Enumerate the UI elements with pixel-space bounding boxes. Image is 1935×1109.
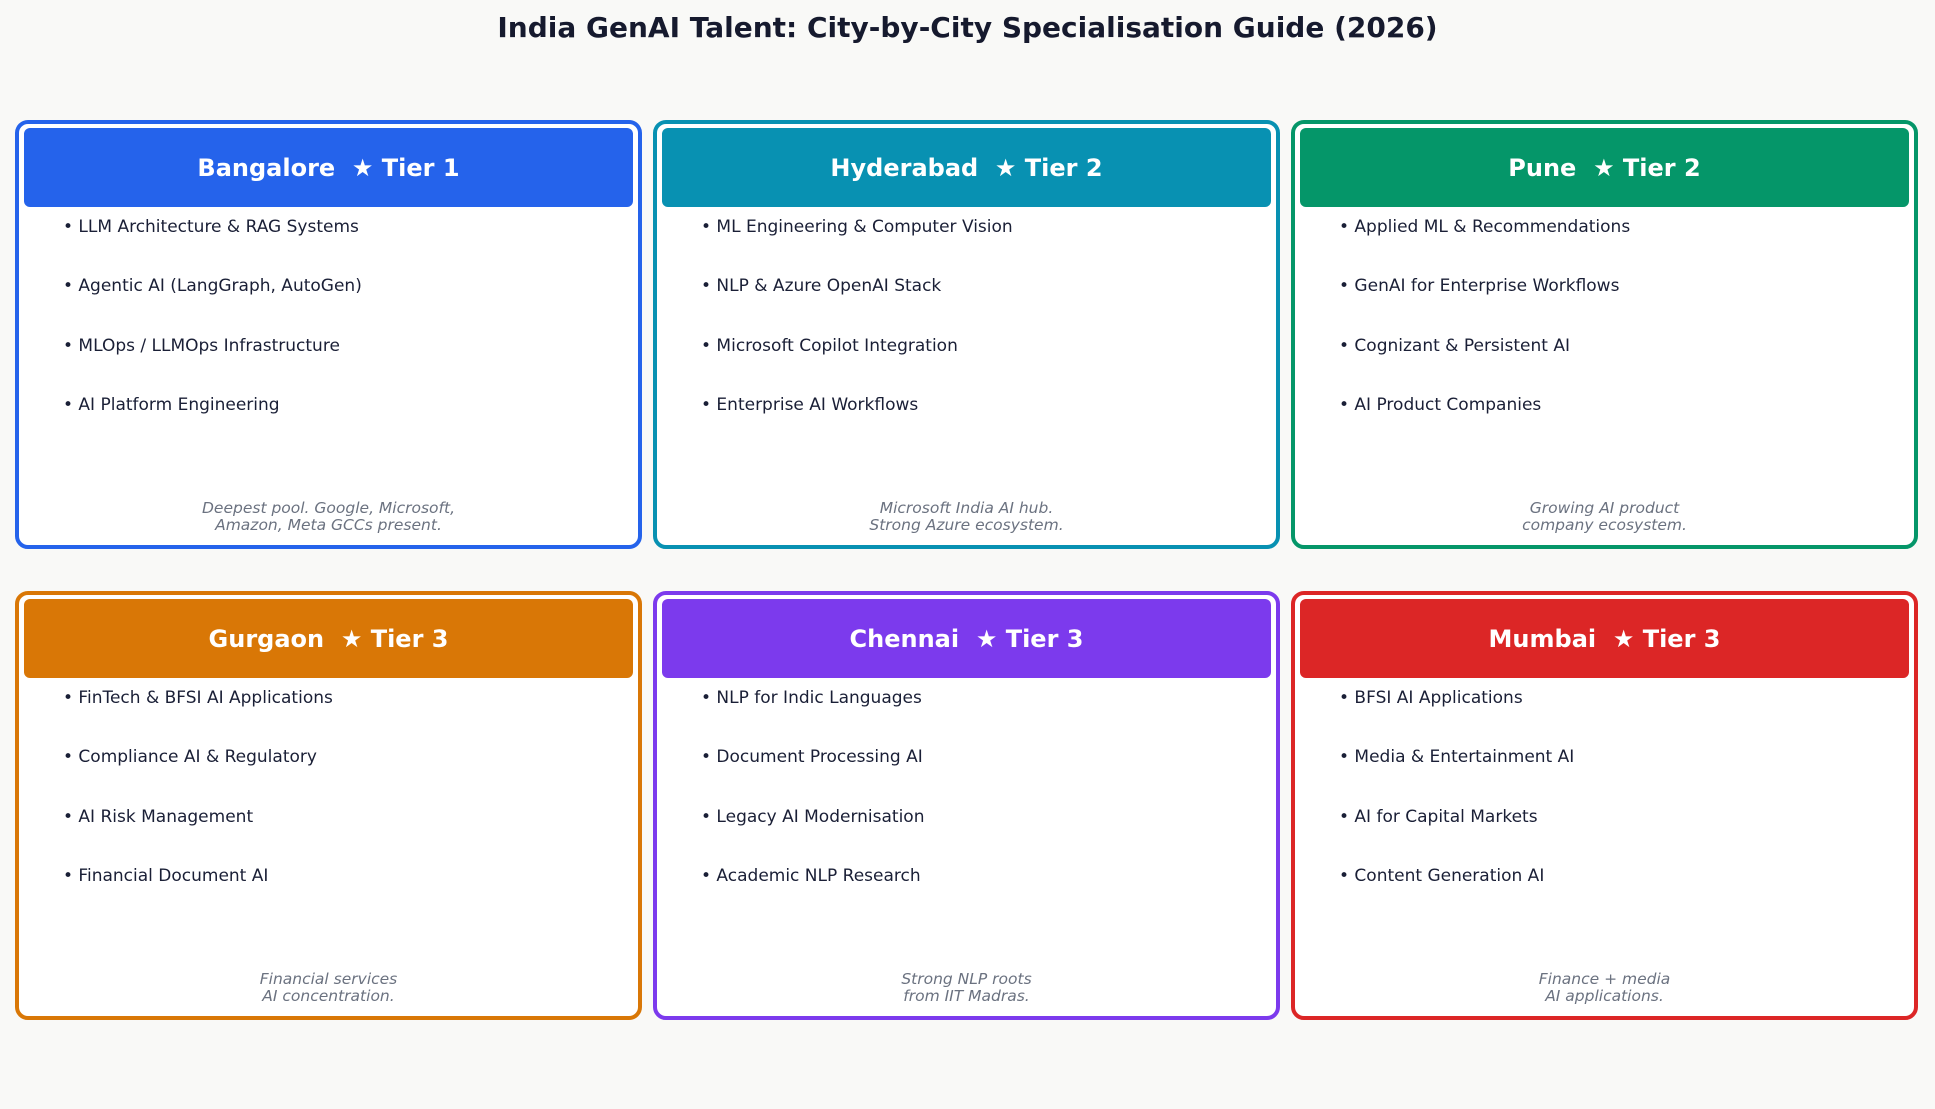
card-header xyxy=(24,128,633,207)
list-item: • FinTech & BFSI AI Applications xyxy=(63,688,333,708)
list-item: • AI Risk Management xyxy=(63,806,254,827)
page-title: India GenAI Talent: City-by-City Specialisation Guide (2026) xyxy=(497,11,1438,44)
list-item: • LLM Architecture & RAG Systems xyxy=(63,217,359,237)
card-header xyxy=(1300,599,1909,678)
list-item: • Media & Entertainment AI xyxy=(1339,747,1575,768)
city-name: Mumbai xyxy=(1488,624,1597,653)
specialisation-list xyxy=(63,688,333,925)
card-note: Growing AI product company ecosystem. xyxy=(1522,499,1687,534)
city-card-pune xyxy=(1291,120,1918,549)
card-note: Microsoft India AI hub. Strong Azure ecosystem. xyxy=(869,499,1064,534)
list-item: • NLP for Indic Languages xyxy=(701,688,922,708)
list-item: • Academic NLP Research xyxy=(701,865,921,886)
card-note: Financial services AI concentration. xyxy=(259,970,398,1005)
specialisation-list xyxy=(1339,688,1574,925)
list-item: • AI for Capital Markets xyxy=(1339,806,1538,827)
list-item: • BFSI AI Applications xyxy=(1339,688,1523,708)
list-item: • GenAI for Enterprise Workflows xyxy=(1339,276,1620,297)
list-item: • Microsoft Copilot Integration xyxy=(701,335,958,356)
city-name: Bangalore xyxy=(197,153,336,182)
list-item: • Enterprise AI Workflows xyxy=(701,394,919,415)
city-card-chennai xyxy=(653,591,1280,1020)
list-item: • Financial Document AI xyxy=(63,865,269,886)
card-header xyxy=(662,599,1271,678)
list-item: • Agentic AI (LangGraph, AutoGen) xyxy=(63,276,362,297)
city-card-mumbai xyxy=(1291,591,1918,1020)
specialisation-list xyxy=(63,217,362,454)
list-item: • AI Product Companies xyxy=(1339,394,1542,415)
city-name: Pune xyxy=(1508,153,1577,182)
list-item: • Applied ML & Recommendations xyxy=(1339,217,1631,237)
list-item: • ML Engineering & Computer Vision xyxy=(701,217,1013,237)
tier-badge: ★ Tier 2 xyxy=(1593,153,1701,182)
list-item: • Compliance AI & Regulatory xyxy=(63,747,317,768)
city-name: Hyderabad xyxy=(830,153,979,182)
card-header xyxy=(662,128,1271,207)
list-item: • Document Processing AI xyxy=(701,747,923,768)
city-card-gurgaon xyxy=(15,591,642,1020)
list-item: • AI Platform Engineering xyxy=(63,394,280,415)
list-item: • NLP & Azure OpenAI Stack xyxy=(701,276,942,297)
list-item: • Cognizant & Persistent AI xyxy=(1339,335,1570,356)
card-note: Deepest pool. Google, Microsoft, Amazon, Meta GCCs present. xyxy=(201,499,456,534)
tier-badge: ★ Tier 3 xyxy=(975,624,1084,653)
city-name: Chennai xyxy=(849,624,960,653)
city-card-bangalore xyxy=(15,120,642,549)
tier-badge: ★ Tier 1 xyxy=(351,153,460,182)
tier-badge: ★ Tier 3 xyxy=(1612,624,1721,653)
list-item: • Legacy AI Modernisation xyxy=(701,806,925,827)
card-header xyxy=(1300,128,1909,207)
tier-badge: ★ Tier 3 xyxy=(340,624,449,653)
card-note: Finance + media AI applications. xyxy=(1538,970,1671,1005)
specialisation-list xyxy=(701,688,924,925)
city-name: Gurgaon xyxy=(208,624,325,653)
specialisation-list xyxy=(701,217,1013,454)
list-item: • Content Generation AI xyxy=(1339,865,1545,886)
card-header xyxy=(24,599,633,678)
city-card-hyderabad xyxy=(653,120,1280,549)
list-item: • MLOps / LLMOps Infrastructure xyxy=(63,335,340,356)
card-note: Strong NLP roots from IIT Madras. xyxy=(901,970,1032,1005)
tier-badge: ★ Tier 2 xyxy=(994,153,1103,182)
specialisation-list xyxy=(1339,217,1630,454)
